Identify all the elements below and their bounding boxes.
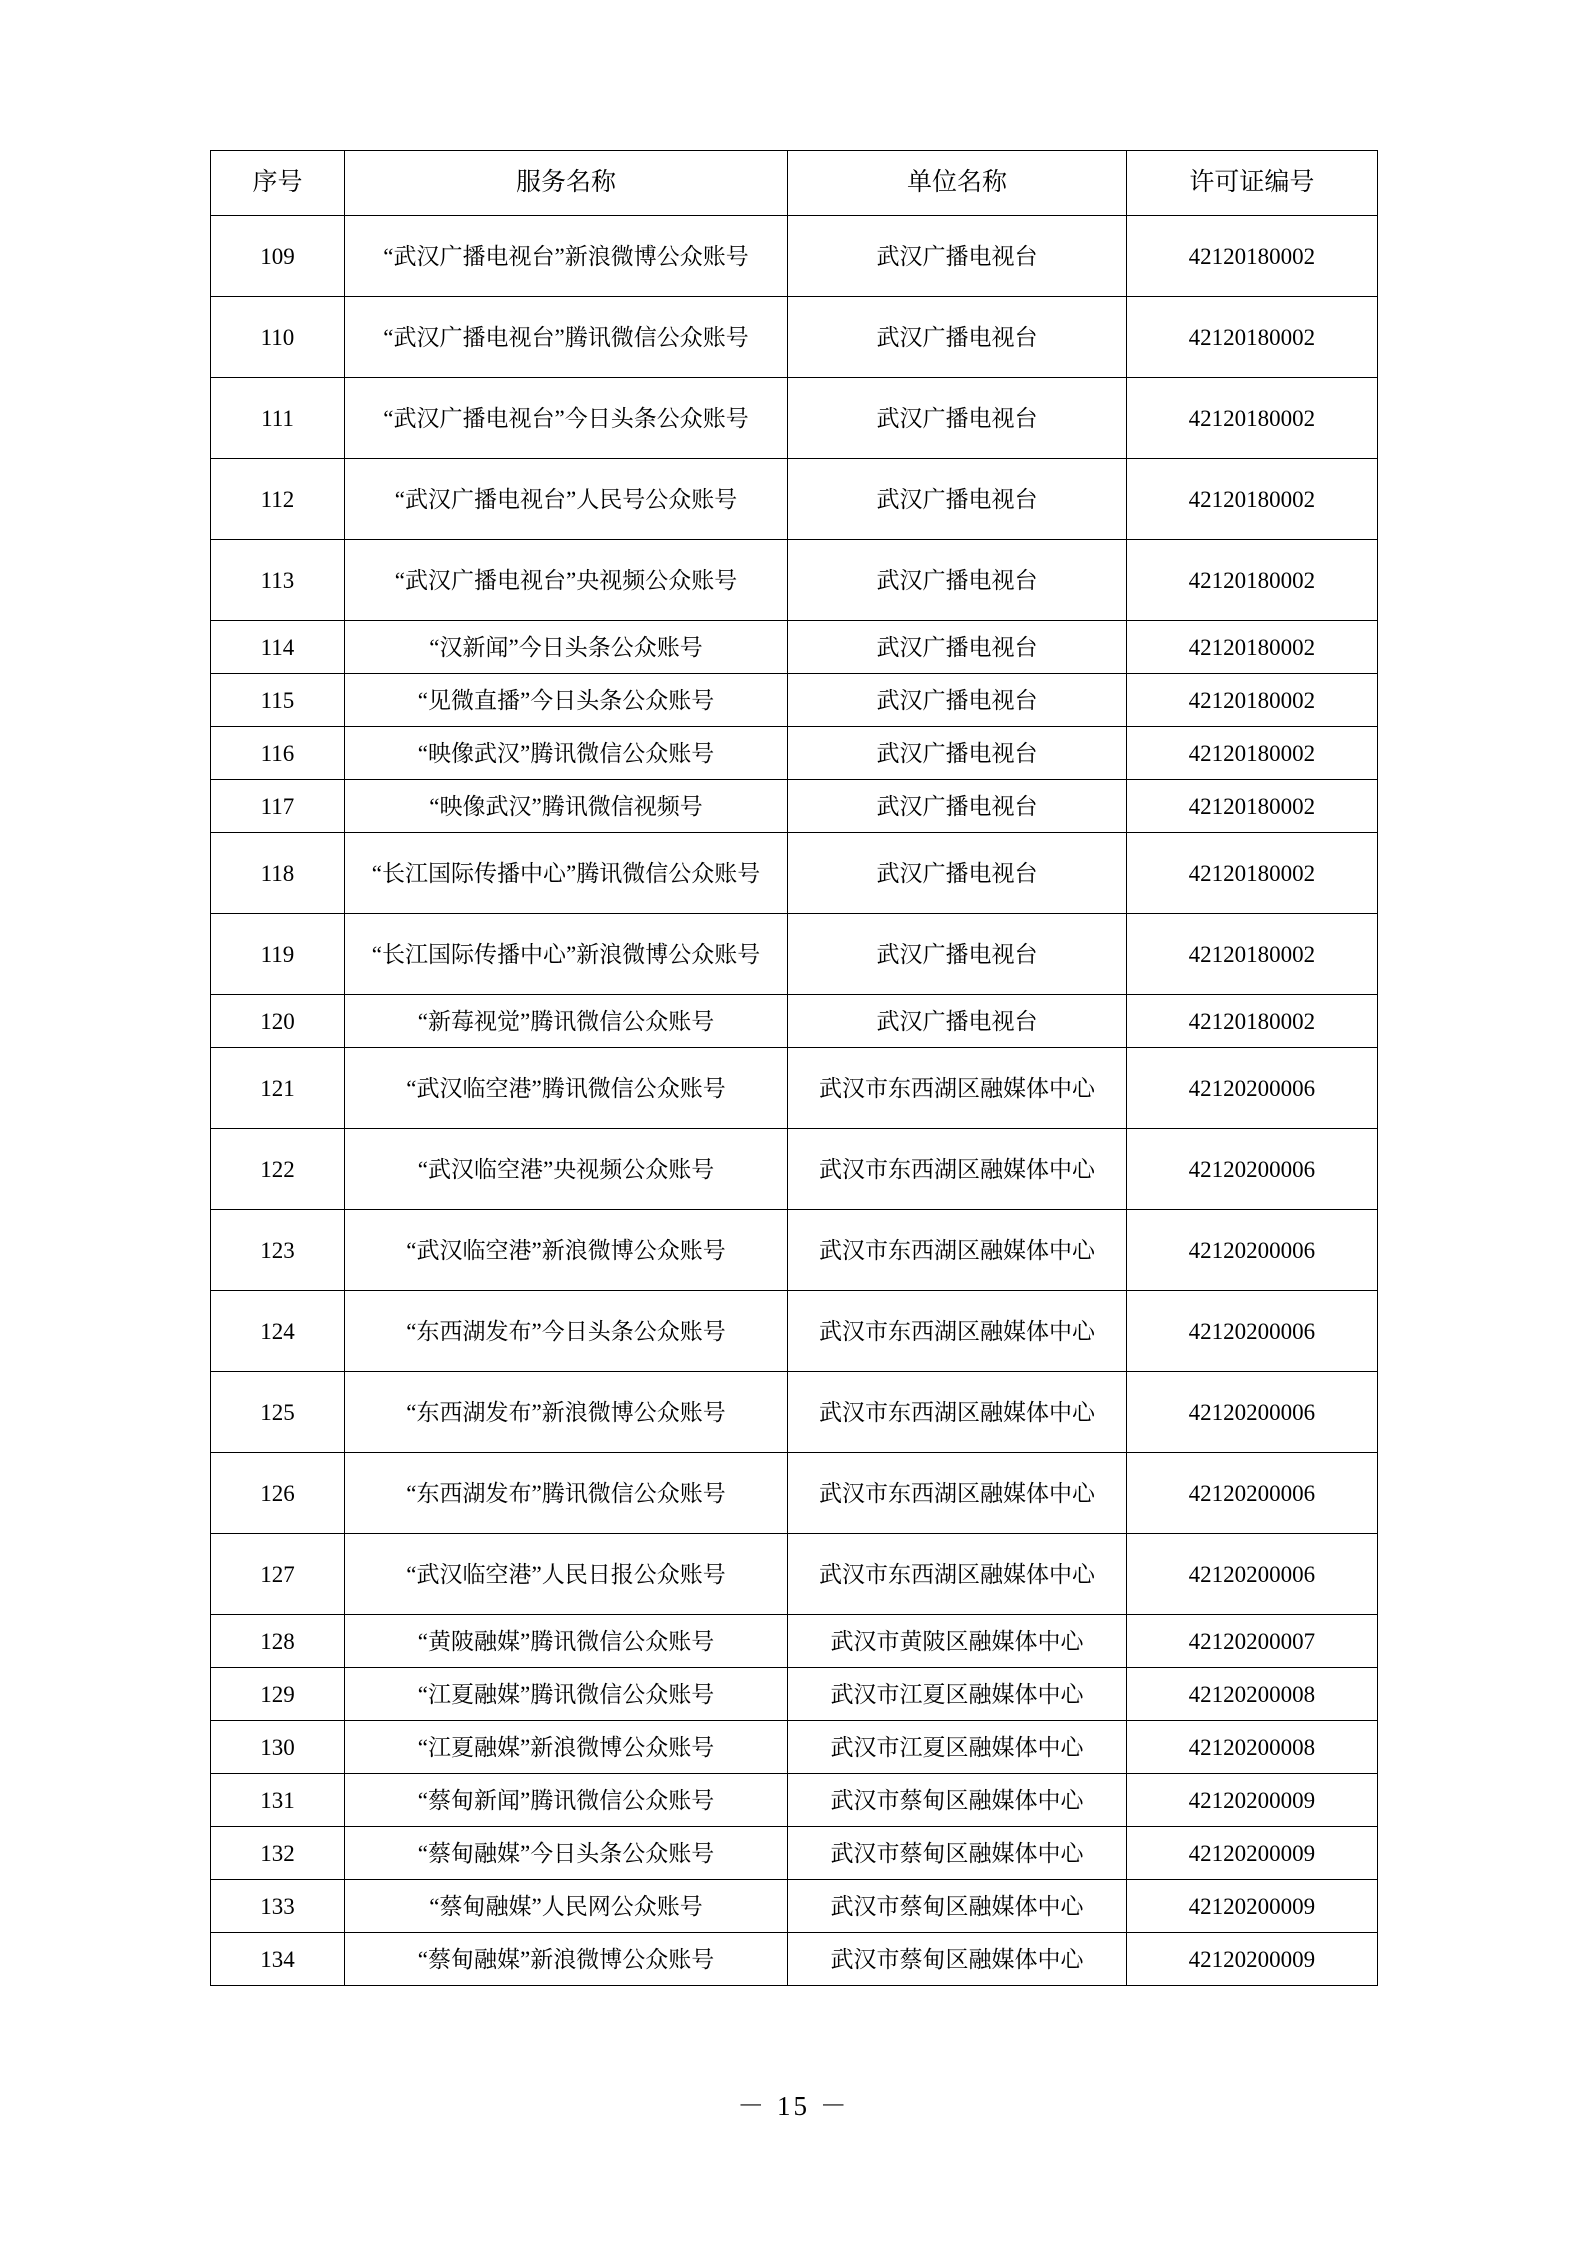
cell-service-name: “蔡甸新闻”腾讯微信公众账号 (345, 1774, 787, 1827)
cell-license-number: 42120180002 (1127, 674, 1377, 727)
cell-unit-name: 武汉广播电视台 (787, 727, 1127, 780)
cell-service-name: “蔡甸融媒”今日头条公众账号 (345, 1827, 787, 1880)
cell-unit-name: 武汉市东西湖区融媒体中心 (787, 1291, 1127, 1372)
cell-service-name: “汉新闻”今日头条公众账号 (345, 621, 787, 674)
cell-service-name: “映像武汉”腾讯微信视频号 (345, 780, 787, 833)
cell-unit-name: 武汉市东西湖区融媒体中心 (787, 1372, 1127, 1453)
table-row (210, 674, 1377, 727)
table-row (210, 727, 1377, 780)
cell-seq: 127 (210, 1534, 345, 1615)
cell-service-name: “新莓视觉”腾讯微信公众账号 (345, 995, 787, 1048)
cell-unit-name: 武汉广播电视台 (787, 995, 1127, 1048)
cell-service-name: “武汉临空港”人民日报公众账号 (345, 1534, 787, 1615)
cell-seq: 112 (210, 459, 345, 540)
cell-seq: 124 (210, 1291, 345, 1372)
table-row (210, 1453, 1377, 1534)
table-row (210, 621, 1377, 674)
cell-service-name: “蔡甸融媒”人民网公众账号 (345, 1880, 787, 1933)
cell-service-name: “武汉广播电视台”今日头条公众账号 (345, 378, 787, 459)
cell-license-number: 42120180002 (1127, 727, 1377, 780)
table-row (210, 540, 1377, 621)
cell-unit-name: 武汉广播电视台 (787, 914, 1127, 995)
license-table (210, 150, 1378, 1986)
cell-service-name: “武汉广播电视台”新浪微博公众账号 (345, 216, 787, 297)
cell-service-name: “黄陂融媒”腾讯微信公众账号 (345, 1615, 787, 1668)
cell-license-number: 42120200006 (1127, 1129, 1377, 1210)
cell-service-name: “长江国际传播中心”腾讯微信公众账号 (345, 833, 787, 914)
table-row (210, 1129, 1377, 1210)
table-row (210, 1291, 1377, 1372)
cell-unit-name: 武汉市蔡甸区融媒体中心 (787, 1933, 1127, 1986)
column-header-seq: 序号 (210, 151, 345, 216)
cell-license-number: 42120200006 (1127, 1210, 1377, 1291)
table-row (210, 1372, 1377, 1453)
table-row (210, 1933, 1377, 1986)
table-row (210, 1774, 1377, 1827)
cell-unit-name: 武汉市蔡甸区融媒体中心 (787, 1827, 1127, 1880)
cell-unit-name: 武汉广播电视台 (787, 378, 1127, 459)
table-body (210, 216, 1377, 1986)
cell-license-number: 42120200009 (1127, 1827, 1377, 1880)
cell-license-number: 42120200009 (1127, 1880, 1377, 1933)
cell-seq: 120 (210, 995, 345, 1048)
cell-seq: 128 (210, 1615, 345, 1668)
cell-service-name: “东西湖发布”腾讯微信公众账号 (345, 1453, 787, 1534)
table-row (210, 1210, 1377, 1291)
cell-service-name: “长江国际传播中心”新浪微博公众账号 (345, 914, 787, 995)
cell-license-number: 42120200008 (1127, 1721, 1377, 1774)
cell-seq: 133 (210, 1880, 345, 1933)
table-header-row (210, 151, 1377, 216)
table-row (210, 1048, 1377, 1129)
table-row (210, 378, 1377, 459)
cell-service-name: “江夏融媒”新浪微博公众账号 (345, 1721, 787, 1774)
cell-seq: 132 (210, 1827, 345, 1880)
cell-unit-name: 武汉市东西湖区融媒体中心 (787, 1453, 1127, 1534)
cell-service-name: “东西湖发布”新浪微博公众账号 (345, 1372, 787, 1453)
cell-seq: 116 (210, 727, 345, 780)
cell-license-number: 42120200009 (1127, 1774, 1377, 1827)
cell-service-name: “见微直播”今日头条公众账号 (345, 674, 787, 727)
column-header-license: 许可证编号 (1127, 151, 1377, 216)
cell-seq: 118 (210, 833, 345, 914)
cell-license-number: 42120180002 (1127, 297, 1377, 378)
table-row (210, 833, 1377, 914)
table-row (210, 780, 1377, 833)
cell-license-number: 42120200006 (1127, 1453, 1377, 1534)
cell-unit-name: 武汉广播电视台 (787, 297, 1127, 378)
table-row (210, 1615, 1377, 1668)
cell-service-name: “武汉临空港”腾讯微信公众账号 (345, 1048, 787, 1129)
table-header (210, 151, 1377, 216)
cell-seq: 125 (210, 1372, 345, 1453)
cell-service-name: “东西湖发布”今日头条公众账号 (345, 1291, 787, 1372)
cell-license-number: 42120200006 (1127, 1048, 1377, 1129)
cell-seq: 130 (210, 1721, 345, 1774)
cell-seq: 126 (210, 1453, 345, 1534)
cell-unit-name: 武汉市蔡甸区融媒体中心 (787, 1880, 1127, 1933)
cell-license-number: 42120200007 (1127, 1615, 1377, 1668)
table-row (210, 297, 1377, 378)
cell-license-number: 42120180002 (1127, 459, 1377, 540)
cell-seq: 122 (210, 1129, 345, 1210)
cell-unit-name: 武汉市东西湖区融媒体中心 (787, 1210, 1127, 1291)
cell-unit-name: 武汉市东西湖区融媒体中心 (787, 1129, 1127, 1210)
cell-unit-name: 武汉广播电视台 (787, 674, 1127, 727)
table-row (210, 1827, 1377, 1880)
cell-seq: 117 (210, 780, 345, 833)
cell-unit-name: 武汉市黄陂区融媒体中心 (787, 1615, 1127, 1668)
cell-seq: 121 (210, 1048, 345, 1129)
cell-service-name: “武汉广播电视台”央视频公众账号 (345, 540, 787, 621)
cell-license-number: 42120180002 (1127, 378, 1377, 459)
cell-unit-name: 武汉市东西湖区融媒体中心 (787, 1048, 1127, 1129)
table-row (210, 1880, 1377, 1933)
cell-license-number: 42120180002 (1127, 780, 1377, 833)
table-row (210, 1668, 1377, 1721)
cell-license-number: 42120180002 (1127, 540, 1377, 621)
page-number: － 15 － (737, 2091, 850, 2121)
cell-unit-name: 武汉广播电视台 (787, 833, 1127, 914)
cell-service-name: “蔡甸融媒”新浪微博公众账号 (345, 1933, 787, 1986)
cell-license-number: 42120180002 (1127, 914, 1377, 995)
cell-seq: 111 (210, 378, 345, 459)
table-row (210, 1721, 1377, 1774)
cell-license-number: 42120180002 (1127, 216, 1377, 297)
cell-seq: 109 (210, 216, 345, 297)
table-row (210, 914, 1377, 995)
column-header-unit: 单位名称 (787, 151, 1127, 216)
cell-service-name: “武汉广播电视台”腾讯微信公众账号 (345, 297, 787, 378)
cell-license-number: 42120180002 (1127, 995, 1377, 1048)
cell-service-name: “武汉临空港”央视频公众账号 (345, 1129, 787, 1210)
table-row (210, 216, 1377, 297)
cell-seq: 110 (210, 297, 345, 378)
cell-seq: 115 (210, 674, 345, 727)
cell-unit-name: 武汉广播电视台 (787, 540, 1127, 621)
cell-seq: 131 (210, 1774, 345, 1827)
cell-license-number: 42120200008 (1127, 1668, 1377, 1721)
cell-service-name: “映像武汉”腾讯微信公众账号 (345, 727, 787, 780)
cell-license-number: 42120180002 (1127, 621, 1377, 674)
cell-unit-name: 武汉市江夏区融媒体中心 (787, 1721, 1127, 1774)
cell-seq: 114 (210, 621, 345, 674)
cell-unit-name: 武汉市东西湖区融媒体中心 (787, 1534, 1127, 1615)
cell-service-name: “武汉广播电视台”人民号公众账号 (345, 459, 787, 540)
cell-seq: 123 (210, 1210, 345, 1291)
cell-seq: 113 (210, 540, 345, 621)
cell-unit-name: 武汉市江夏区融媒体中心 (787, 1668, 1127, 1721)
column-header-service: 服务名称 (345, 151, 787, 216)
cell-unit-name: 武汉广播电视台 (787, 459, 1127, 540)
cell-license-number: 42120200006 (1127, 1534, 1377, 1615)
cell-seq: 129 (210, 1668, 345, 1721)
table-row (210, 459, 1377, 540)
cell-license-number: 42120200009 (1127, 1933, 1377, 1986)
cell-license-number: 42120200006 (1127, 1372, 1377, 1453)
cell-unit-name: 武汉广播电视台 (787, 780, 1127, 833)
cell-unit-name: 武汉广播电视台 (787, 621, 1127, 674)
cell-service-name: “江夏融媒”腾讯微信公众账号 (345, 1668, 787, 1721)
cell-unit-name: 武汉广播电视台 (787, 216, 1127, 297)
cell-service-name: “武汉临空港”新浪微博公众账号 (345, 1210, 787, 1291)
cell-seq: 134 (210, 1933, 345, 1986)
cell-license-number: 42120200006 (1127, 1291, 1377, 1372)
cell-seq: 119 (210, 914, 345, 995)
cell-license-number: 42120180002 (1127, 833, 1377, 914)
cell-unit-name: 武汉市蔡甸区融媒体中心 (787, 1774, 1127, 1827)
table-row (210, 1534, 1377, 1615)
table-row (210, 995, 1377, 1048)
